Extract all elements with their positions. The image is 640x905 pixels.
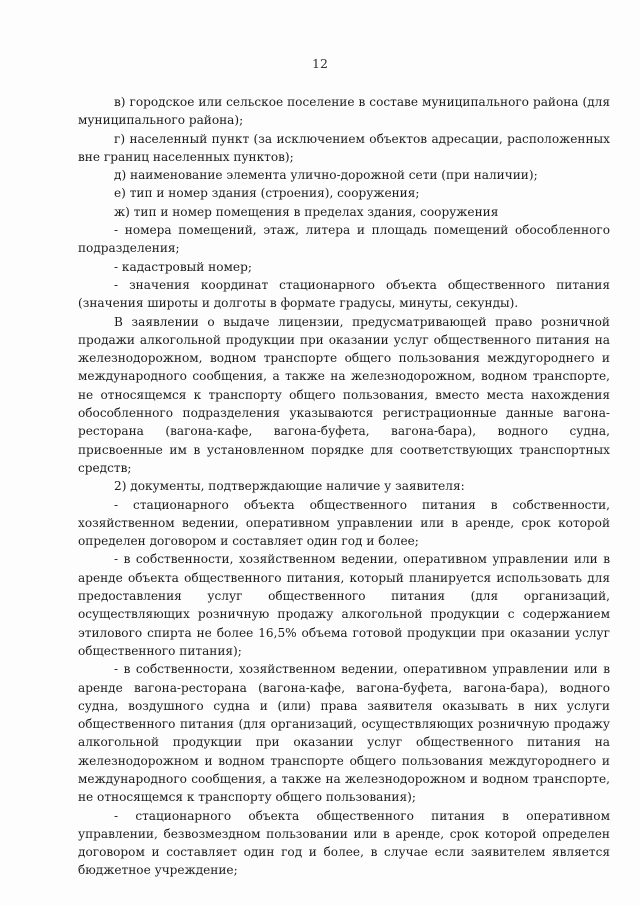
list-item-catering-object: - в собственности, хозяйственном ведении, оперативном управлении или в аренде объекта общественного питания, который планируется использовать для предоставления услуг общественного питания (для организаций, осуществляющих розничную продажу алкогольной продукции с содержанием этилового спирта не более 16,5% объема готовой продукции при оказании услуг общественного питания);: [78, 552, 610, 658]
paragraph-e: е) тип и номер здания (строения), сооружения;: [114, 186, 420, 201]
paragraph-v: в) городское или сельское поселение в составе муниципального района (для муниципального района);: [78, 95, 610, 128]
paragraph-documents: 2) документы, подтверждающие наличие у заявителя:: [114, 479, 465, 494]
paragraph-license-application: В заявлении о выдаче лицензии, предусматривающей право розничной продажи алкогольной продукции при оказании услуг общественного питания на железнодорожном, водном транспорте общего пользования междугороднего и международного сообщения, а также на железнодорожном, водном транспорте, не относящемся к транспорту общего пользования, вместо места нахождения обособленного подразделения указываются регистрационные данные вагона-ресторана (вагона-кафе, вагона-буфета, вагона-бара), водного судна, присвоенные им в установленном порядке для соответствующих транспортных средств;: [78, 314, 610, 475]
list-item-premises: - номера помещений, этаж, литера и площадь помещений обособленного подразделения;: [78, 223, 610, 256]
document-body: [78, 93, 610, 880]
list-item-cadastral: - кадастровый номер;: [114, 259, 252, 274]
paragraph-g: г) населенный пункт (за исключением объектов адресации, расположенных вне границ населенных пунктов);: [78, 131, 610, 164]
list-item-stationary-object: - стационарного объекта общественного питания в собственности, хозяйственном ведении, оперативном управлении или в аренде, срок которой определен договором и составляет один год и более;: [78, 497, 610, 549]
page-number: 12: [312, 56, 328, 71]
list-item-restaurant-car: - в собственности, хозяйственном ведении, оперативном управлении или в аренде вагона-ресторана (вагона-кафе, вагона-буфета, вагона-бара), водного судна, воздушного судна и (или) права заявителя оказывать в них услуги общественного питания (для организаций, осуществляющих розничную продажу алкогольной продукции при оказании услуг общественного питания на железнодорожном и водном транспорте общего пользования междугороднего и международного сообщения, а также на железнодорожном и водном транспорте, не относящемся к транспорту общего пользования);: [78, 662, 610, 805]
list-item-budget-institution: - стационарного объекта общественного питания в оперативном управлении, безвозмездном пользовании или в аренде, срок которой определен договором и составляет один год и более, в случае если заявителем является бюджетное учреждение;: [78, 808, 610, 878]
list-item-coordinates: - значения координат стационарного объекта общественного питания (значения широты и долготы в формате градусы, минуты, секунды).: [78, 277, 610, 311]
paragraph-d: д) наименование элемента улично-дорожной сети (при наличии);: [114, 168, 538, 183]
paragraph-zh: ж) тип и номер помещения в пределах здания, сооружения: [114, 204, 499, 219]
